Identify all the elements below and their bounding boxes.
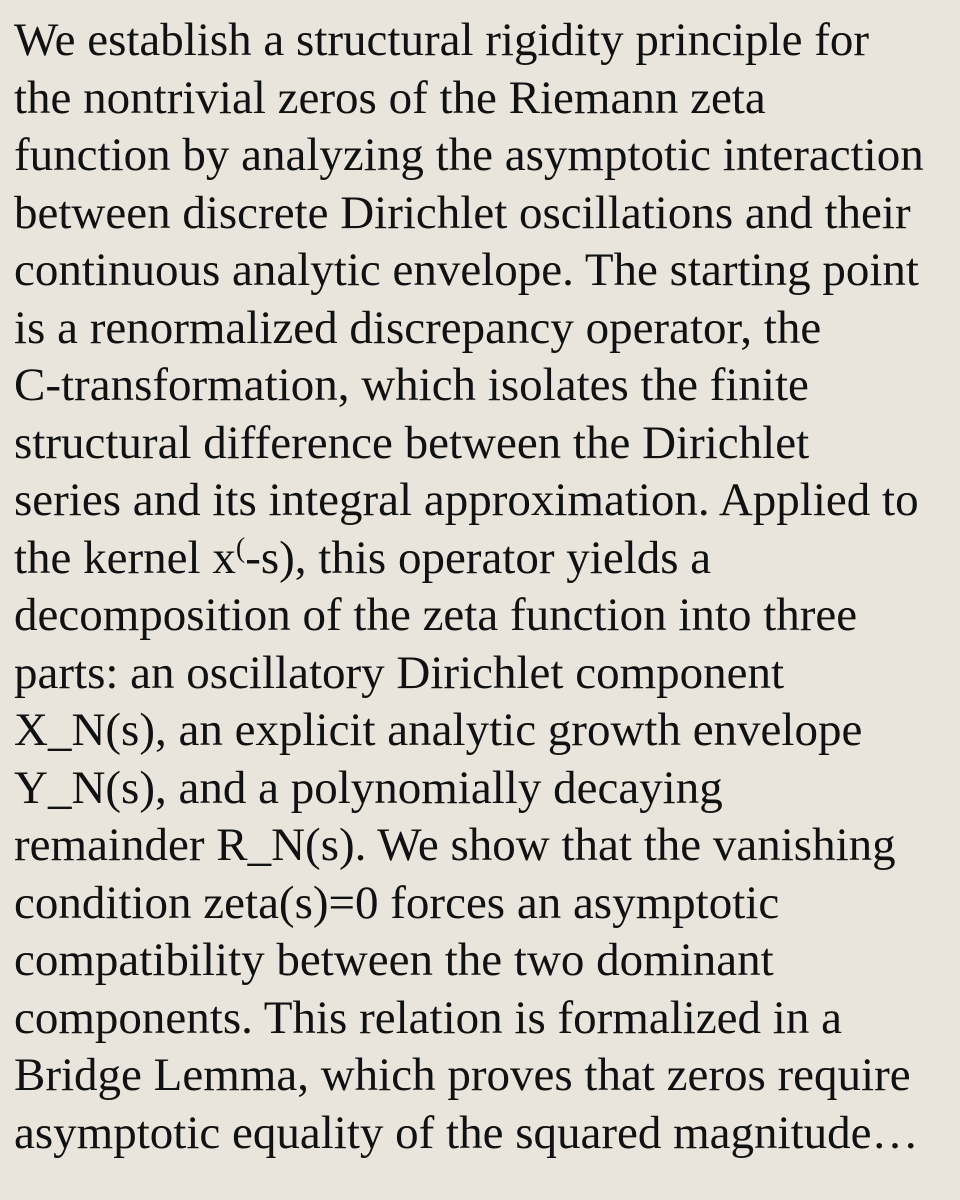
abstract-line: the nontrivial zeros of the Riemann zeta [14,71,766,124]
abstract-line: compatibility between the two dominant [14,934,774,986]
abstract-line: decomposition of the zeta function into three [14,589,858,641]
abstract-line: Bridge Lemma, which proves that zeros require [14,1049,911,1101]
abstract-line-text: -s), this operator yields a [245,531,712,584]
abstract-line: is a renormalized discrepancy operator, the [14,301,822,354]
abstract-line: C-transformation, which isolates the finite [14,359,809,411]
abstract-text [14,12,952,1162]
abstract-line: Y_N(s), and a polynomially decaying [14,761,723,814]
abstract-line: components. This relation is formalized in a [14,991,842,1044]
abstract-line: X_N(s), an explicit analytic growth envelope [14,704,863,756]
abstract-line: We establish a structural rigidity principle for [14,14,870,66]
abstract-line-text: the kernel x [14,531,236,584]
abstract-line: remainder R_N(s). We show that the vanishing [14,819,896,871]
abstract-line: condition zeta(s)=0 forces an asymptotic [14,876,780,929]
abstract-line: structural difference between the Dirichlet [14,416,810,469]
abstract-line [14,530,952,588]
abstract-line: parts: an oscillatory Dirichlet component [14,646,785,699]
abstract-line: function by analyzing the asymptotic interaction [14,129,924,181]
kernel-exponent-superscript: ( [235,532,246,564]
abstract-line: between discrete Dirichlet oscillations and their [14,186,911,239]
abstract-line: continuous analytic envelope. The starting point [14,244,919,296]
abstract-line: asymptotic equality of the squared magnitude… [14,1106,919,1159]
abstract-line: series and its integral approximation. Applied to [14,474,919,526]
